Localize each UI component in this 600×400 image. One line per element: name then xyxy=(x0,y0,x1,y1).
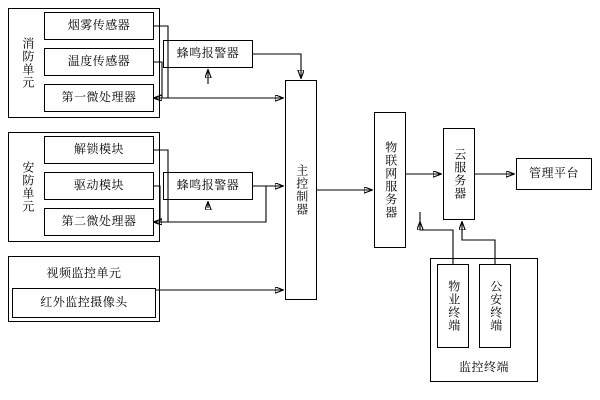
buzzer-fire-box[interactable] xyxy=(163,40,253,68)
security-unit-label: 安防单元 xyxy=(20,161,35,213)
unlock-module-box[interactable] xyxy=(44,136,154,164)
cloud-server-label: 云服务器 xyxy=(452,148,467,200)
unlock-module-label: 解锁模块 xyxy=(73,142,124,157)
first-microprocessor-box[interactable] xyxy=(44,84,154,112)
iot-server-box[interactable] xyxy=(374,112,406,248)
security-unit-label-box xyxy=(10,134,44,240)
police-terminal-label: 公安终端 xyxy=(488,280,503,332)
buzzer-security-label: 蜂鸣报警器 xyxy=(176,178,240,193)
infrared-camera-label: 红外监控摄像头 xyxy=(40,295,128,310)
infrared-camera-box[interactable] xyxy=(12,288,156,318)
iot-server-label: 物联网服务器 xyxy=(383,141,398,219)
management-platform-box[interactable] xyxy=(516,158,592,190)
police-terminal-box[interactable] xyxy=(479,264,511,348)
fire-unit-label: 消防单元 xyxy=(20,37,35,89)
first-microprocessor-label: 第一微处理器 xyxy=(61,90,137,105)
smoke-sensor-label: 烟雾传感器 xyxy=(67,18,131,33)
smoke-sensor-box[interactable] xyxy=(44,12,154,40)
fire-unit-label-box xyxy=(10,10,44,116)
second-microprocessor-label: 第二微处理器 xyxy=(61,214,137,229)
property-terminal-box[interactable] xyxy=(437,264,469,348)
temperature-sensor-label: 温度传感器 xyxy=(67,54,131,69)
buzzer-fire-label: 蜂鸣报警器 xyxy=(176,46,240,61)
cloud-server-box[interactable] xyxy=(443,128,475,220)
main-controller-box[interactable] xyxy=(285,80,317,300)
management-platform-label: 管理平台 xyxy=(528,166,579,181)
drive-module-label: 驱动模块 xyxy=(73,178,124,193)
second-microprocessor-box[interactable] xyxy=(44,208,154,236)
video-unit-label: 视频监控单元 xyxy=(46,265,122,280)
buzzer-security-box[interactable] xyxy=(163,172,253,200)
monitor-terminal-label: 监控终端 xyxy=(458,359,509,374)
main-controller-label: 主控制器 xyxy=(294,164,309,216)
temperature-sensor-box[interactable] xyxy=(44,48,154,76)
property-terminal-label: 物业终端 xyxy=(446,280,461,332)
wire-buzzer-fire-to-main xyxy=(253,54,301,78)
drive-module-box[interactable] xyxy=(44,172,154,200)
